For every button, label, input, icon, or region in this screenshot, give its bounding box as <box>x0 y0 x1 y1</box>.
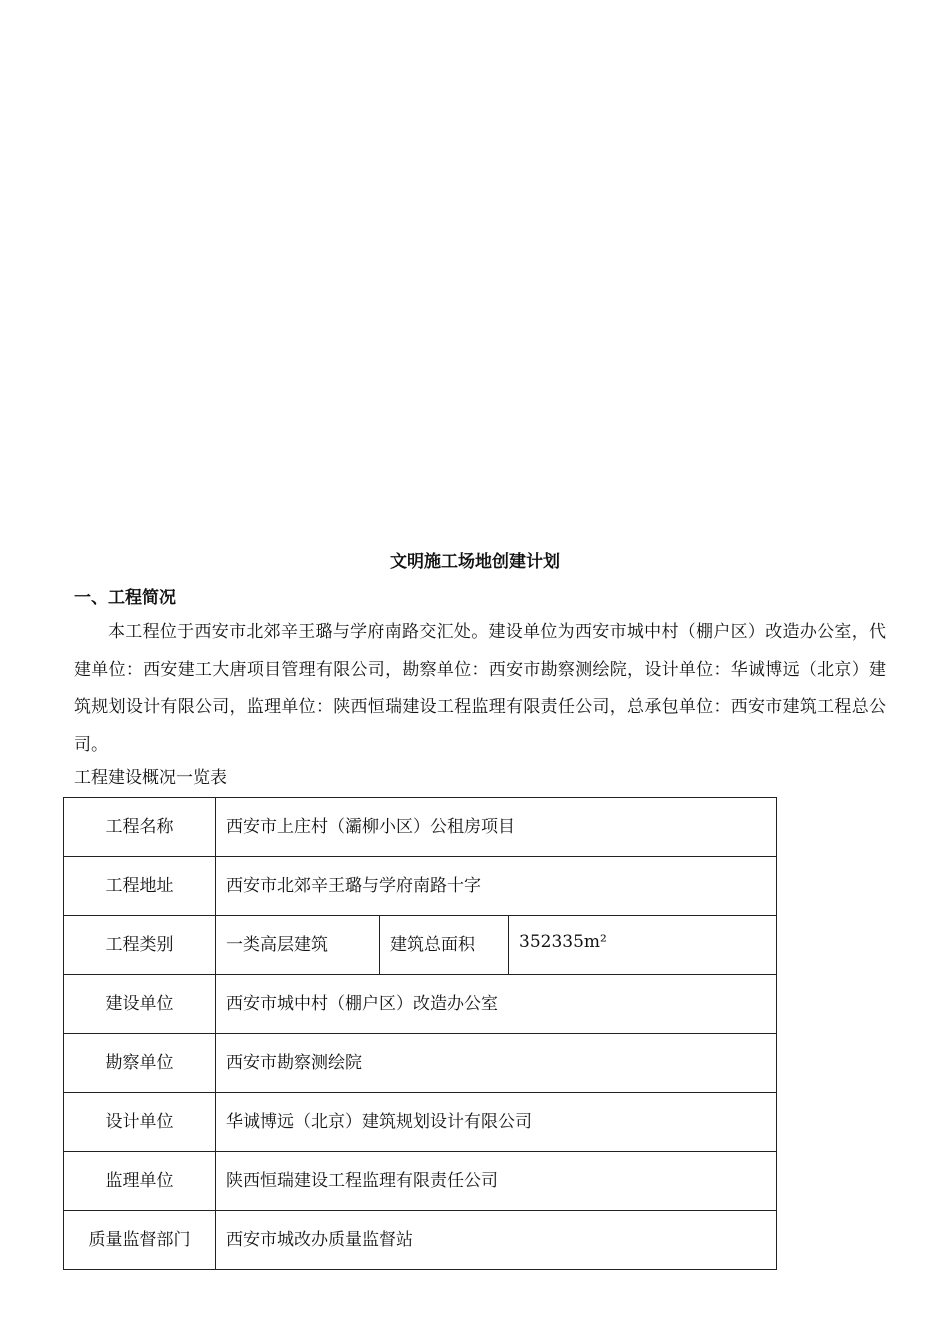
row-label-project-address: 工程地址 <box>64 857 216 916</box>
row-value-total-floor-area: 352335m² <box>509 916 777 975</box>
row-value-quality-supervision: 西安市城改办质量监督站 <box>216 1211 777 1270</box>
row-label-client: 建设单位 <box>64 975 216 1034</box>
row-label-quality-supervision: 质量监督部门 <box>64 1211 216 1270</box>
row-value-project-category: 一类高层建筑 <box>216 916 380 975</box>
row-label-project-category: 工程类别 <box>64 916 216 975</box>
table-row <box>64 1152 777 1211</box>
table-row <box>64 1211 777 1270</box>
table-row <box>64 916 777 975</box>
row-label-supervision-unit: 监理单位 <box>64 1152 216 1211</box>
row-value-client: 西安市城中村（棚户区）改造办公室 <box>216 975 777 1034</box>
table-row <box>64 857 777 916</box>
table-row <box>64 975 777 1034</box>
row-label-survey-unit: 勘察单位 <box>64 1034 216 1093</box>
row-label-project-name: 工程名称 <box>64 798 216 857</box>
table-caption: 工程建设概况一览表 <box>74 768 227 788</box>
row-value-project-address: 西安市北郊辛王璐与学府南路十字 <box>216 857 777 916</box>
row-label-design-unit: 设计单位 <box>64 1093 216 1152</box>
intro-paragraph: 本工程位于西安市北郊辛王璐与学府南路交汇处。建设单位为西安市城中村（棚户区）改造办公室，代建单位：西安建工大唐项目管理有限公司，勘察单位：西安市勘察测绘院，设计单位：华诚博远（北京）建筑规划设计有限公司，监理单位：陕西恒瑞建设工程监理有限责任公司，总承包单位：西安市建筑工程总公司。 <box>74 622 886 755</box>
document-title: 文明施工场地创建计划 <box>390 552 560 572</box>
row-value-supervision-unit: 陕西恒瑞建设工程监理有限责任公司 <box>216 1152 777 1211</box>
table-row <box>64 1034 777 1093</box>
section-heading: 一、工程简况 <box>74 588 176 608</box>
row-value-survey-unit: 西安市勘察测绘院 <box>216 1034 777 1093</box>
table-row <box>64 1093 777 1152</box>
row-value-design-unit: 华诚博远（北京）建筑规划设计有限公司 <box>216 1093 777 1152</box>
table-row <box>64 798 777 857</box>
project-overview-table <box>63 797 777 1270</box>
row-label-total-floor-area: 建筑总面积 <box>380 916 509 975</box>
row-value-project-name: 西安市上庄村（灞柳小区）公租房项目 <box>216 798 777 857</box>
